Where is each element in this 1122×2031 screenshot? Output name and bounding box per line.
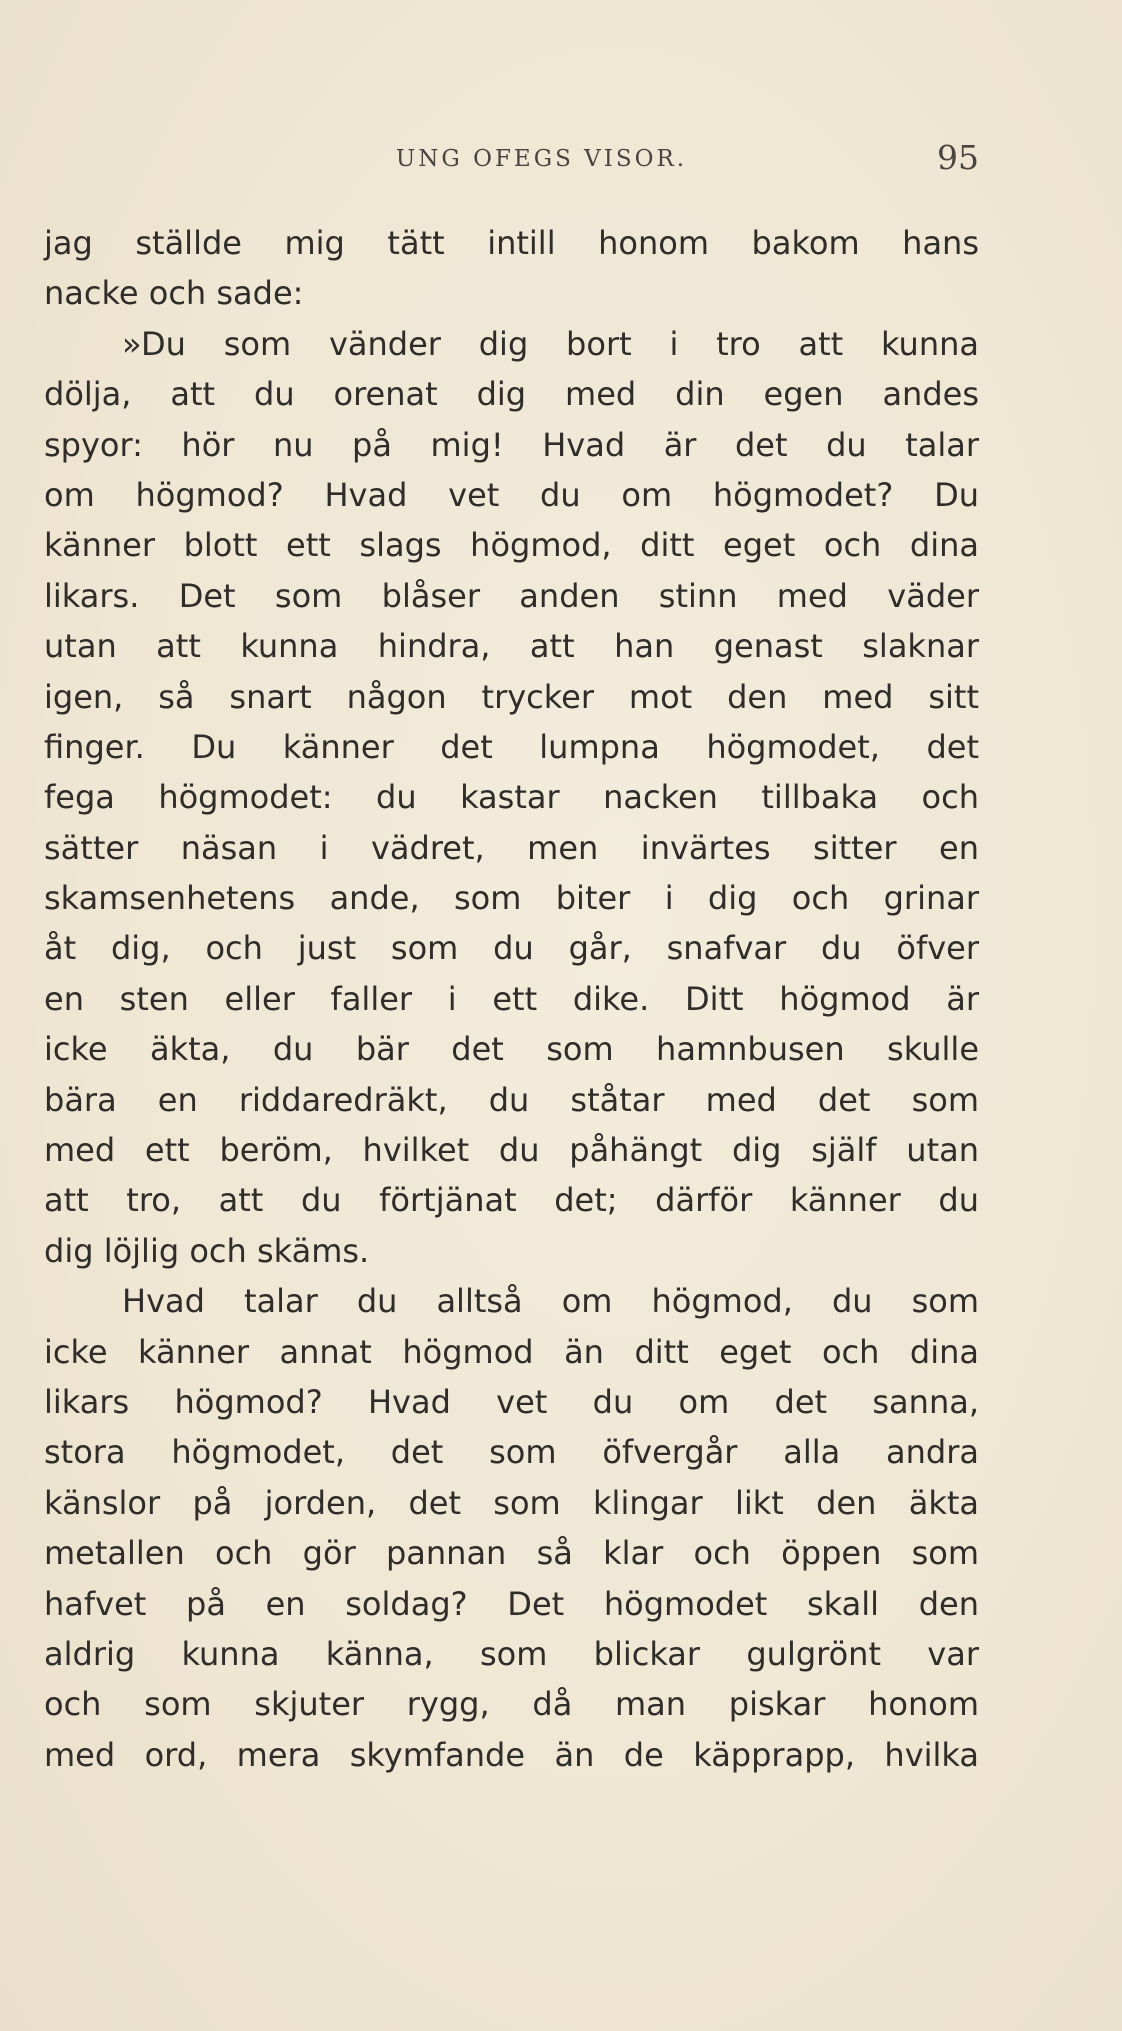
text-line: fega högmodet: du kastar nacken tillbaka och: [44, 778, 979, 817]
text-line: metallen och gör pannan så klar och öppen som: [44, 1534, 979, 1573]
text-line: dig löjlig och skäms.: [44, 1231, 370, 1270]
text-line: känslor på jorden, det som klingar likt den äkta: [44, 1483, 979, 1522]
text-line: med ett beröm, hvilket du påhängt dig själf utan: [44, 1131, 979, 1170]
text-line: bära en riddaredräkt, du ståtar med det som: [44, 1080, 979, 1119]
text-line: icke känner annat högmod än ditt eget och dina: [44, 1332, 979, 1371]
text-line: sätter näsan i vädret, men invärtes sitter en: [44, 828, 979, 867]
text-line: »Du som vänder dig bort i tro att kunna: [122, 324, 979, 363]
text-line: hafvet på en soldag? Det högmodet skall den: [44, 1584, 979, 1623]
text-line: känner blott ett slags högmod, ditt eget och dina: [44, 526, 979, 565]
text-line: spyor: hör nu på mig! Hvad är det du talar: [44, 425, 979, 464]
text-line: med ord, mera skymfande än de käpprapp, hvilka: [44, 1735, 979, 1774]
text-line: om högmod? Hvad vet du om högmodet? Du: [44, 475, 979, 514]
text-line: aldrig kunna känna, som blickar gulgrönt var: [44, 1634, 979, 1673]
text-line: likars. Det som blåser anden stinn med väder: [44, 576, 979, 615]
text-line: utan att kunna hindra, att han genast slaknar: [44, 627, 979, 666]
text-line: stora högmodet, det som öfvergår alla andra: [44, 1433, 979, 1472]
text-line: en sten eller faller i ett dike. Ditt högmod är: [44, 979, 979, 1018]
text-line: igen, så snart någon trycker mot den med sitt: [44, 677, 979, 716]
page-header: [44, 138, 979, 178]
text-line: och som skjuter rygg, då man piskar honom: [44, 1685, 979, 1724]
text-line: jag ställde mig tätt intill honom bakom hans: [44, 224, 979, 262]
text-line: Hvad talar du alltså om högmod, du som: [122, 1282, 979, 1321]
text-line: dölja, att du orenat dig med din egen andes: [44, 375, 979, 414]
text-line: finger. Du känner det lumpna högmodet, det: [44, 727, 979, 766]
text-line: åt dig, och just som du går, snafvar du öfver: [44, 929, 979, 968]
text-line: likars högmod? Hvad vet du om det sanna,: [44, 1382, 979, 1421]
page-number: 95: [937, 138, 979, 177]
text-line: icke äkta, du bär det som hamnbusen skulle: [44, 1030, 979, 1069]
body-text: [44, 218, 979, 1780]
running-head: UNG OFEGS VISOR.: [395, 146, 688, 172]
text-line: nacke och sade:: [44, 274, 304, 313]
text-line: att tro, att du förtjänat det; därför känner du: [44, 1181, 979, 1220]
text-line: skamsenhetens ande, som biter i dig och grinar: [44, 879, 979, 918]
